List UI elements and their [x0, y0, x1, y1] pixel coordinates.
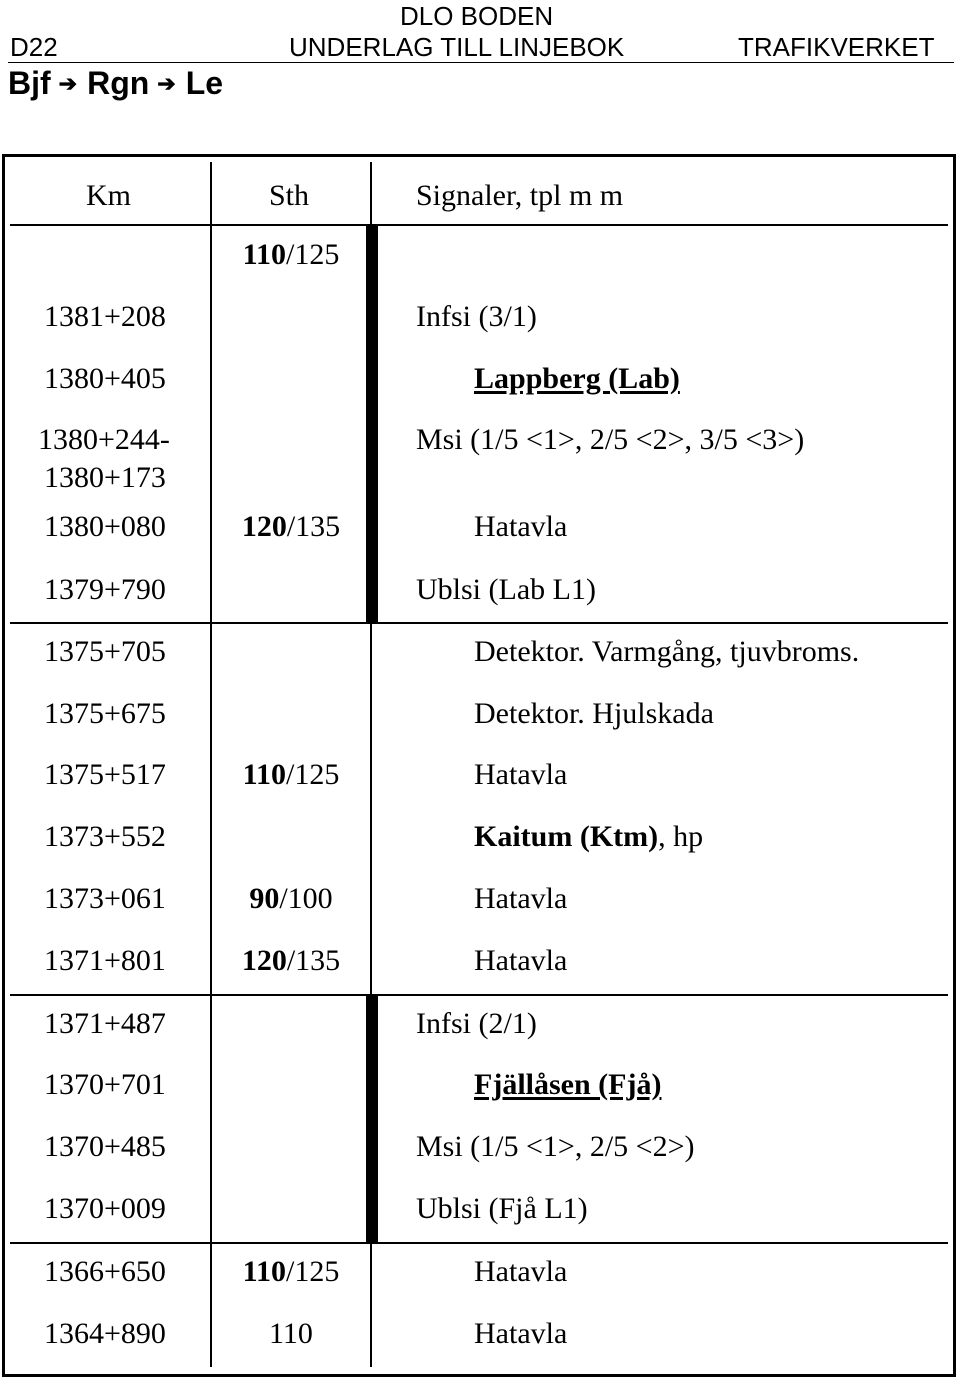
km-cell: 1375+675	[44, 697, 166, 730]
row-divider	[10, 994, 948, 996]
sth-cell: 120/135	[241, 510, 341, 543]
arrow-right-icon: ➔	[157, 71, 176, 96]
column-header-km: Km	[86, 179, 131, 212]
document-publisher: TRAFIKVERKET	[738, 32, 935, 62]
arrow-right-icon: ➔	[58, 71, 78, 96]
route-station-from: Bjf	[8, 65, 51, 101]
sth-cell: 90/100	[249, 882, 333, 915]
km-cell: 1370+701	[44, 1068, 166, 1101]
route-title	[8, 64, 223, 103]
signal-cell: Ublsi (Lab L1)	[416, 573, 596, 606]
signal-cell: Msi (1/5 <1>, 2/5 <2>, 3/5 <3>)	[416, 423, 805, 456]
header-rule	[8, 62, 954, 63]
signal-cell: Hatavla	[474, 944, 568, 977]
km-cell: 1375+517	[44, 758, 166, 791]
sth-cell: 120/135	[241, 944, 341, 977]
signal-cell: Hatavla	[474, 1255, 568, 1288]
km-cell: 1380+244-	[38, 423, 170, 456]
km-cell: 1366+650	[44, 1255, 166, 1288]
km-cell: 1380+173	[44, 461, 166, 494]
station-name: Kaitum (Ktm), hp	[474, 820, 704, 853]
route-station-via: Rgn	[87, 65, 150, 101]
km-cell: 1381+208	[44, 300, 166, 333]
signal-cell: Hatavla	[474, 510, 568, 543]
km-cell: 1373+061	[44, 882, 166, 915]
document-subtitle: UNDERLAG TILL LINJEBOK	[289, 32, 625, 62]
signal-cell: Hatavla	[474, 1317, 568, 1350]
km-cell: 1371+801	[44, 944, 166, 977]
signal-cell: Hatavla	[474, 758, 568, 791]
km-cell: 1379+790	[44, 573, 166, 606]
km-cell: 1380+080	[44, 510, 166, 543]
km-cell: 1370+485	[44, 1130, 166, 1163]
km-cell: 1370+009	[44, 1192, 166, 1225]
station-name: Lappberg (Lab)	[474, 362, 680, 395]
sth-cell: 110/125	[242, 758, 340, 791]
station-bar-lappberg	[366, 226, 378, 622]
sth-cell: 110	[269, 1317, 313, 1350]
row-divider	[10, 1242, 948, 1244]
document-code: D22	[10, 32, 58, 62]
row-divider	[10, 622, 948, 624]
station-bar-fjallasen	[366, 996, 378, 1242]
signal-cell: Msi (1/5 <1>, 2/5 <2>)	[416, 1130, 695, 1163]
signal-cell: Hatavla	[474, 882, 568, 915]
km-cell: 1364+890	[44, 1317, 166, 1350]
km-cell: 1371+487	[44, 1007, 166, 1040]
sth-cell: 110/125	[242, 1255, 340, 1288]
sth-cell: 110/125	[242, 238, 340, 271]
document-org: DLO BODEN	[400, 1, 554, 31]
km-cell: 1380+405	[44, 362, 166, 395]
signal-cell: Detektor. Varmgång, tjuvbroms.	[474, 635, 860, 668]
signal-cell: Detektor. Hjulskada	[474, 697, 714, 730]
signal-cell: Infsi (3/1)	[416, 300, 537, 333]
signal-cell: Ublsi (Fjå L1)	[416, 1192, 588, 1225]
column-header-signals: Signaler, tpl m m	[416, 179, 624, 212]
km-cell: 1373+552	[44, 820, 166, 853]
km-cell: 1375+705	[44, 635, 166, 668]
header-divider	[10, 224, 948, 226]
column-header-sth: Sth	[269, 179, 310, 212]
route-station-to: Le	[185, 65, 224, 101]
station-name: Fjällåsen (Fjå)	[474, 1068, 662, 1101]
signal-cell: Infsi (2/1)	[416, 1007, 537, 1040]
